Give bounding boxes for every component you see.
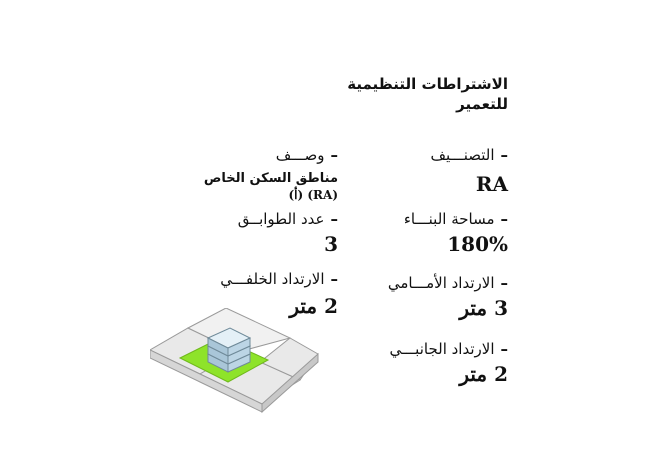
building-area-block (404, 210, 508, 256)
title-line-2: للتعمير (456, 95, 508, 113)
front-setback-value: 3 متر (459, 296, 508, 320)
rear-setback-label: الارتداد الخلفـــي (220, 270, 325, 288)
description-label: وصـــف (275, 146, 325, 164)
classification-value: RA (475, 172, 508, 196)
bullet-dash: – (500, 340, 508, 358)
floors-label: عدد الطوابــق (237, 210, 325, 228)
description-code: (RA) (أ) (288, 188, 338, 202)
bullet-dash: – (500, 210, 508, 228)
classification-block (430, 146, 508, 196)
bullet-dash: – (500, 274, 508, 292)
page-title (248, 74, 508, 114)
classification-label: التصنـــيف (430, 146, 495, 164)
isometric-building-plot-icon (150, 308, 330, 418)
rear-setback-value: 2 متر (289, 294, 338, 318)
building-area-value: 180% (447, 232, 508, 256)
side-setback-value: 2 متر (459, 362, 508, 386)
title-line-1: الاشتراطات التنظيمية (347, 75, 508, 93)
side-setback-label: الارتداد الجانبـــي (389, 340, 495, 358)
bullet-dash: – (500, 146, 508, 164)
description-value: مناطق السكن الخاص (203, 171, 338, 186)
bullet-dash: – (330, 270, 338, 288)
floors-value: 3 (324, 232, 338, 256)
side-setback-block (389, 340, 508, 386)
bullet-dash: – (330, 146, 338, 164)
floors-block (238, 210, 338, 256)
front-setback-label: الارتداد الأمـــامي (387, 274, 495, 292)
bullet-dash: – (330, 210, 338, 228)
building-area-label: مساحة البنـــاء (403, 210, 495, 228)
description-block (204, 146, 338, 202)
front-setback-block (388, 274, 508, 320)
